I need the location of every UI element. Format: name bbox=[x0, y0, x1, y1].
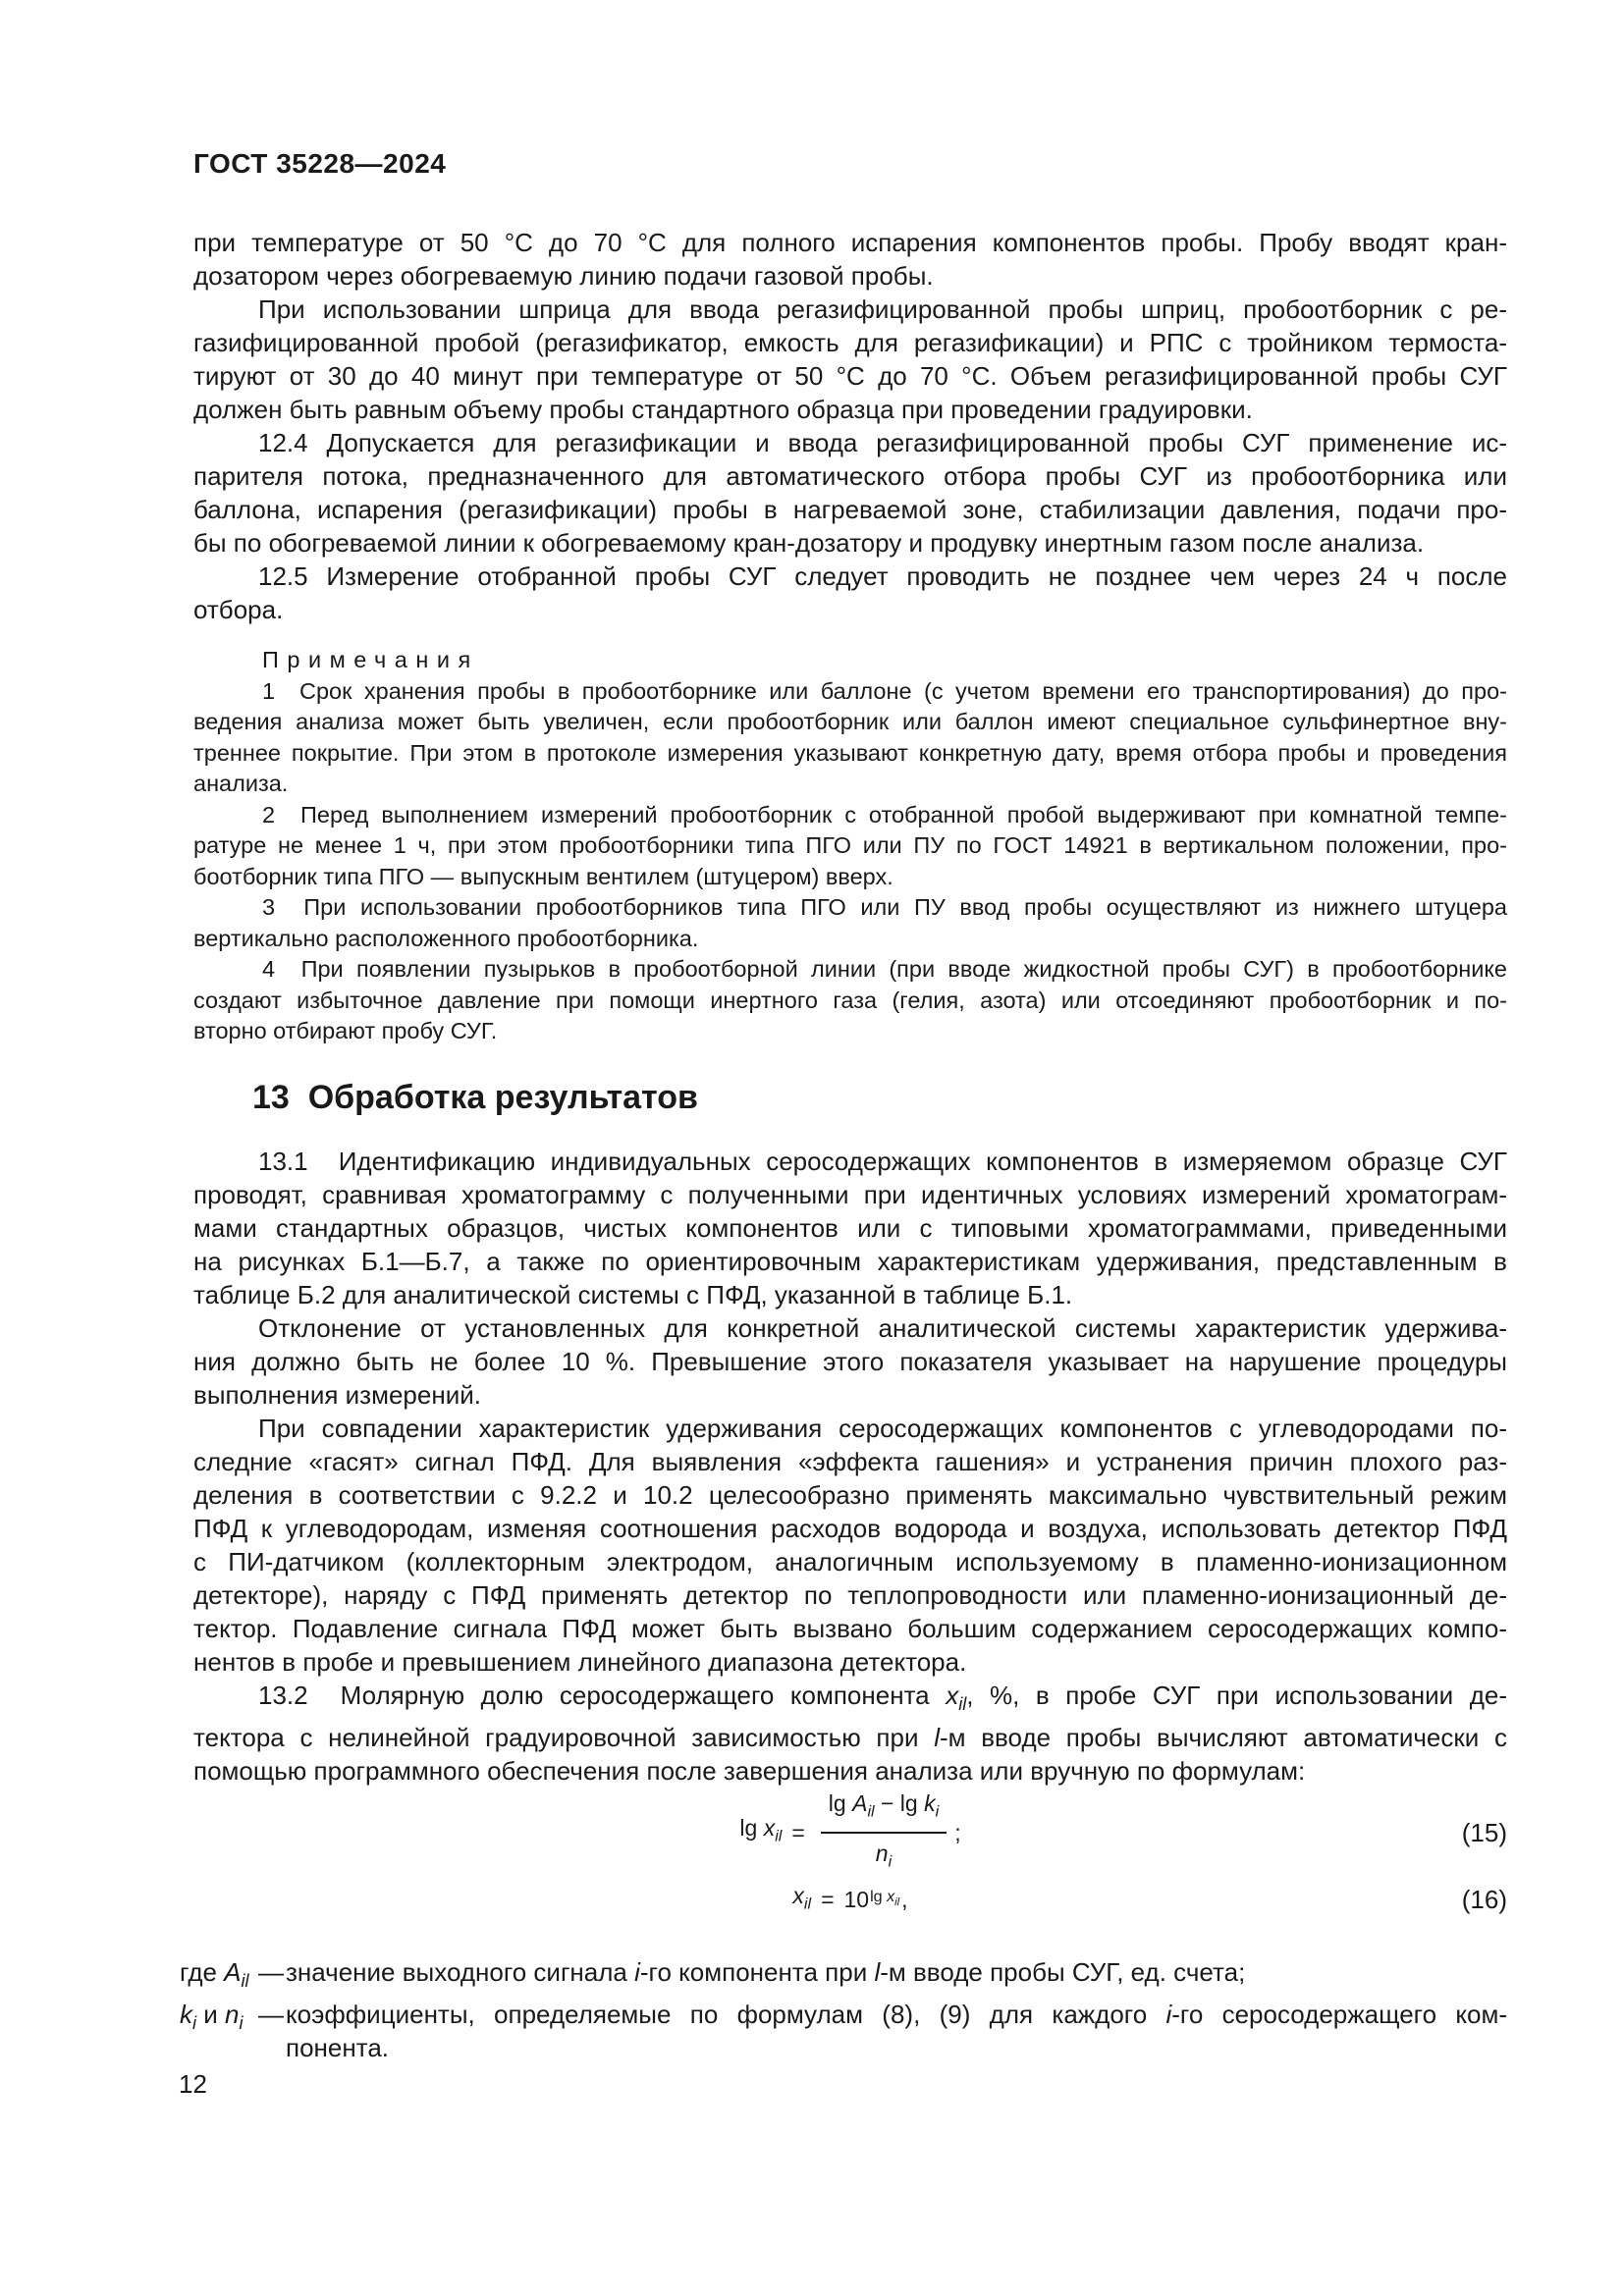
equals-sign: = bbox=[821, 1887, 835, 1913]
definition-text bbox=[286, 1955, 1507, 1998]
text-line: газифицированной пробой (регазификатор, емкость для регазификации) и РПС с тройником термоста- bbox=[193, 328, 1507, 357]
text-line: на рисунках Б.1—Б.7, а также по ориентировочным характеристикам удерживания, представленным в bbox=[193, 1247, 1507, 1276]
formula-16-lhs: $x_{il}$ bbox=[792, 1883, 812, 1913]
text-line: с ПИ-датчиком (коллекторным электродом, аналогичным используемому в пламенно-ионизационном bbox=[193, 1547, 1507, 1576]
text-line: треннее покрытие. При этом в протоколе измерения указывают конкретную дату, время отбора пробы и проведения bbox=[193, 739, 1507, 766]
text-line: ПФД к углеводородам, изменяя соотношения расходов водорода и воздуха, использовать детектор ПФД bbox=[193, 1514, 1507, 1543]
running-header: ГОСТ 35228—2024 bbox=[193, 148, 447, 179]
definition-term: где $A_{il}$ bbox=[180, 1957, 249, 1992]
text-line: вторно отбирают пробу СУГ. bbox=[193, 1018, 498, 1043]
definition-dash: — bbox=[258, 1957, 284, 1987]
definition-term: $k_i$ и $n_i$ bbox=[180, 2000, 244, 2034]
text-line: помощью программного обеспечения после завершения анализа или вручную по формулам: bbox=[193, 1756, 1306, 1787]
page-number: 12 bbox=[179, 2069, 207, 2099]
text-line: вертикально расположенного пробоотборника. bbox=[193, 925, 699, 951]
text-line: при температуре от 50 °С до 70 °С для полного испарения компонентов пробы. Пробу вводят кран- bbox=[193, 228, 1507, 257]
text-line: 1 Срок хранения пробы в пробоотборнике или баллоне (с учетом времени его транспортирования) до про- bbox=[262, 677, 1507, 704]
text-line: боотборник типа ПГО — выпускным вентилем (штуцером) вверх. bbox=[193, 863, 893, 889]
section-13-paragraphs bbox=[193, 1145, 1507, 1788]
formula-15-suffix: ; bbox=[954, 1819, 961, 1845]
text-line: 13.2 Молярную долю серосодержащего компонента $x_{il}$, %, в пробе СУГ при использовании де- bbox=[258, 1681, 1508, 1715]
formula-16 bbox=[193, 1881, 1507, 1919]
text-line: ния должно быть не более 10 %. Превышение этого показателя указывает на нарушение процедуры bbox=[193, 1347, 1507, 1376]
text-line: парителя потока, предназначенного для автоматического отбора пробы СУГ из пробоотборника или bbox=[193, 461, 1507, 491]
text-line: значение выходного сигнала i-го компонента при l-м вводе пробы СУГ, ед. счета; bbox=[286, 1957, 1246, 1987]
text-line: мами стандартных образцов, чистых компонентов или с типовыми хроматограммами, приведенными bbox=[193, 1213, 1507, 1243]
formula-15-number: (15) bbox=[1461, 1817, 1507, 1847]
text-line: должен быть равным объему пробы стандартного образца при проведении градуировки. bbox=[193, 395, 1253, 424]
equals-sign: = bbox=[791, 1819, 805, 1845]
formula-15 bbox=[193, 1789, 1507, 1876]
formula-15-denominator: $n_i$ bbox=[875, 1840, 893, 1871]
text-line: Отклонение от установленных для конкретной аналитической системы характеристик удержива- bbox=[258, 1313, 1507, 1343]
formula-16-exponent: $\lg x_{il}$ bbox=[870, 1888, 900, 1909]
formula-16-base: 10 bbox=[843, 1887, 870, 1913]
text-line: тектора с нелинейной градуировочной зависимостью при l-м вводе пробы вычисляют автоматически с bbox=[193, 1723, 1507, 1753]
text-line: 12.4 Допускается для регазификации и ввода регазифицированной пробы СУГ применение ис- bbox=[258, 428, 1507, 457]
text-line: При использовании шприца для ввода регазифицированной пробы шприц, пробоотборник с ре- bbox=[258, 294, 1507, 324]
text-line: 13.1 Идентификацию индивидуальных серосодержащих компонентов в измеряемом образце СУГ bbox=[258, 1147, 1507, 1176]
section-13-heading: 13 Обработка результатов bbox=[252, 1079, 698, 1116]
text-line: нентов в пробе и превышением линейного диапазона детектора. bbox=[193, 1647, 967, 1677]
text-line: 2 Перед выполнением измерений пробоотборник с отобранной пробой выдерживают при комнатной темпе- bbox=[262, 801, 1507, 828]
definition-text bbox=[286, 1998, 1507, 2064]
text-line: баллона, испарения (регазификации) пробы в нагреваемой зоне, стабилизации давления, подачи про- bbox=[193, 495, 1507, 524]
text-line: проводят, сравнивая хроматограмму с полученными при идентичных условиях измерений хроматограм- bbox=[193, 1180, 1507, 1209]
text-line: тектор. Подавление сигнала ПФД может быть вызвано большим содержанием серосодержащих компо- bbox=[193, 1614, 1507, 1643]
text-line: ратуре не менее 1 ч, при этом пробоотборники типа ПГО или ПУ по ГОСТ 14921 в вертикальном положении, про- bbox=[193, 832, 1507, 858]
notes-block bbox=[193, 645, 1507, 1047]
formula-15-numerator: $\lg A_{il} - \lg k_i$ bbox=[821, 1789, 947, 1834]
text-line: При совпадении характеристик удерживания серосодержащих компонентов с углеводородами по- bbox=[258, 1414, 1507, 1443]
text-line: выполнения измерений. bbox=[193, 1380, 481, 1410]
text-line: детекторе), наряду с ПФД применять детектор по теплопроводности или пламенно-ионизационный де- bbox=[193, 1580, 1507, 1610]
text-line: 3 При использовании пробоотборников типа ПГО или ПУ ввод пробы осуществляют из нижнего штуцера bbox=[262, 894, 1507, 920]
text-line: бы по обогреваемой линии к обогреваемому кран-дозатору и продувку инертным газом после анализа. bbox=[193, 528, 1425, 558]
text-line: коэффициенты, определяемые по формулам (8), (9) для каждого i-го серосодержащего ком- bbox=[286, 2000, 1507, 2030]
text-line: таблице Б.2 для аналитической системы с ПФД, указанной в таблице Б.1. bbox=[193, 1280, 1073, 1309]
text-line: анализа. bbox=[193, 771, 289, 796]
text-line: тируют от 30 до 40 минут при температуре от 50 °С до 70 °С. Объем регазифицированной пробы СУГ bbox=[193, 361, 1507, 391]
text-line: следние «гасят» сигнал ПФД. Для выявления «эффекта гашения» и устранения причин плохого раз- bbox=[193, 1447, 1507, 1476]
definition-dash: — bbox=[258, 2000, 284, 2030]
formula-15-lhs: $\lg x_{il}$ bbox=[739, 1815, 783, 1845]
formula-15-fraction bbox=[821, 1789, 947, 1876]
formula-16-suffix: , bbox=[901, 1887, 908, 1913]
text-line: Примечания bbox=[262, 647, 479, 672]
text-line: 4 При появлении пузырьков в пробоотборной линии (при вводе жидкостной пробы СУГ) в пробоотборнике bbox=[262, 956, 1507, 982]
text-line: ведения анализа может быть увеличен, если пробоотборник или баллон имеют специальное сульфинертное вну- bbox=[193, 709, 1507, 734]
text-line: дозатором через обогреваемую линию подачи газовой пробы. bbox=[193, 261, 934, 291]
text-line: отбора. bbox=[193, 595, 284, 624]
text-line: понента. bbox=[286, 2033, 390, 2063]
formula-16-number: (16) bbox=[1461, 1885, 1507, 1915]
text-line: создают избыточное давление при помощи инертного газа (гелия, азота) или отсоединяют пробоотборник и по- bbox=[193, 987, 1507, 1013]
text-line: 12.5 Измерение отобранной пробы СУГ следует проводить не позднее чем через 24 ч после bbox=[258, 561, 1507, 591]
section-12-paragraphs bbox=[193, 226, 1507, 626]
text-line: деления в соответствии с 9.2.2 и 10.2 целесообразно применять максимально чувствительный режим bbox=[193, 1480, 1507, 1510]
formula-definitions bbox=[180, 1955, 1507, 2064]
